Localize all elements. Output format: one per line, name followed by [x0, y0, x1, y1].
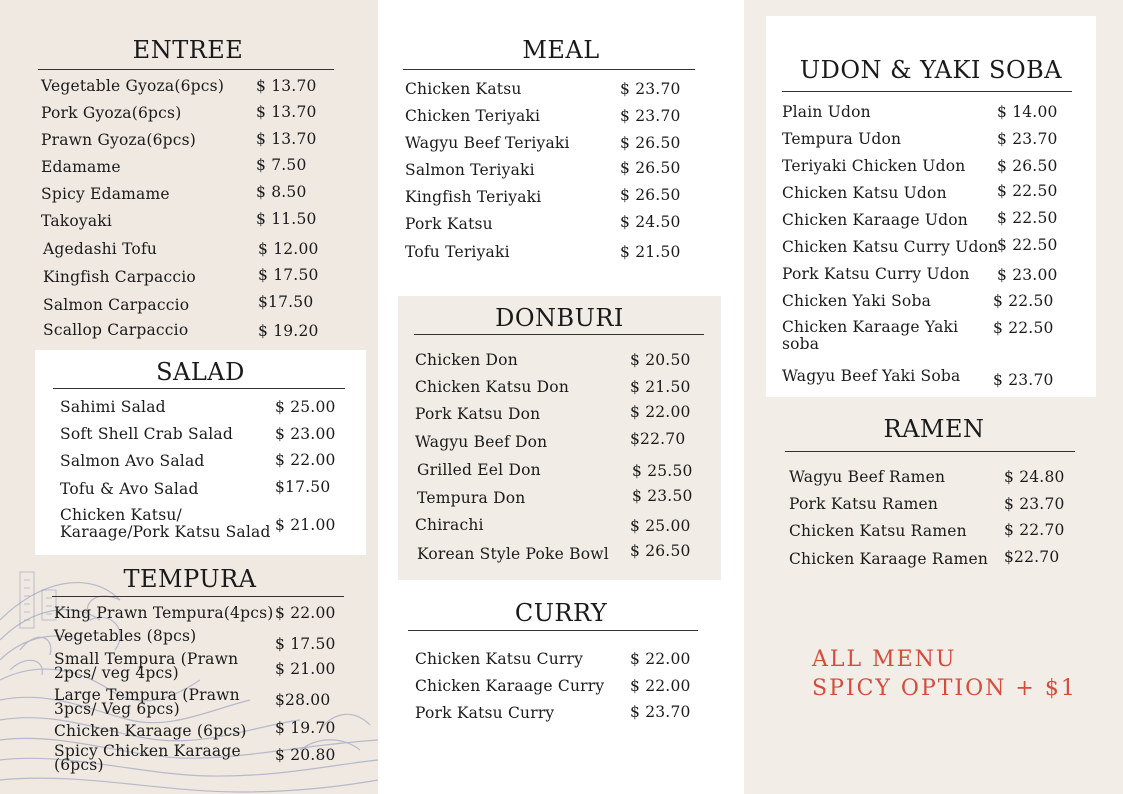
meal-item-name: Tofu Teriyaki	[405, 243, 510, 261]
meal-item-price: $ 26.50	[620, 134, 681, 152]
udon-item-price: $ 26.50	[997, 157, 1058, 175]
entree-item-price: $ 13.70	[256, 130, 317, 148]
donburi-item-name: Chirachi	[415, 516, 484, 534]
donburi-item-price: $ 23.50	[632, 487, 693, 505]
tempura-item-price: $ 17.50	[275, 635, 336, 653]
tempura-item-price: $28.00	[275, 691, 331, 709]
salad-item-name: Salmon Avo Salad	[60, 452, 205, 470]
spicy-option-notice	[812, 645, 1077, 703]
left-panel	[0, 0, 378, 794]
udon-item-name: Teriyaki Chicken Udon	[782, 157, 966, 175]
middle-panel	[378, 0, 744, 794]
tempura-divider	[52, 596, 344, 597]
entree-item-name: Takoyaki	[41, 212, 113, 230]
udon-item-name: Chicken Karaage Udon	[782, 211, 968, 229]
entree-item-price: $ 19.20	[258, 322, 319, 340]
curry-divider	[408, 630, 698, 631]
tempura-item-name: Chicken Karaage (6pcs)	[54, 722, 247, 740]
entree-item-name: Pork Gyoza(6pcs)	[41, 104, 182, 122]
tempura-item-price: $ 21.00	[275, 660, 336, 678]
entree-item-price: $ 7.50	[256, 156, 307, 174]
salad-item-price: $ 25.00	[275, 398, 336, 416]
udon-item-price: $ 23.00	[997, 266, 1058, 284]
meal-item-name: Pork Katsu	[405, 215, 493, 233]
udon-divider	[782, 91, 1072, 92]
udon-item-price: $ 22.50	[997, 209, 1058, 227]
udon-item-name: Pork Katsu Curry Udon	[782, 265, 970, 283]
udon-item-name: Tempura Udon	[782, 130, 902, 148]
ramen-item-price: $22.70	[1004, 548, 1060, 566]
donburi-item-name: Tempura Don	[417, 489, 526, 507]
udon-item-name: Plain Udon	[782, 103, 871, 121]
entree-item-price: $ 11.50	[256, 210, 317, 228]
curry-title: CURRY	[514, 599, 608, 627]
meal-item-price: $ 24.50	[620, 213, 681, 231]
meal-item-name: Salmon Teriyaki	[405, 161, 535, 179]
salad-item-name: Soft Shell Crab Salad	[60, 425, 233, 443]
meal-item-name: Chicken Teriyaki	[405, 107, 541, 125]
tempura-title: TEMPURA	[123, 565, 257, 593]
entree-item-price: $ 17.50	[258, 266, 319, 284]
meal-item-price: $ 21.50	[620, 243, 681, 261]
udon-item-price: $ 23.70	[993, 371, 1054, 389]
curry-item-price: $ 23.70	[630, 703, 691, 721]
entree-item-name: Scallop Carpaccio	[43, 321, 189, 339]
udon-section	[766, 16, 1096, 397]
entree-title: ENTREE	[132, 36, 244, 64]
donburi-item-name: Korean Style Poke Bowl	[417, 545, 609, 563]
entree-item-price: $17.50	[258, 293, 314, 311]
donburi-item-name: Chicken Katsu Don	[415, 378, 570, 396]
donburi-item-price: $ 25.50	[632, 462, 693, 480]
udon-item-price: $ 23.70	[997, 130, 1058, 148]
tempura-item-price: $ 22.00	[275, 604, 336, 622]
curry-item-name: Chicken Karaage Curry	[415, 677, 605, 695]
udon-item-name: Chicken Karaage Yaki soba	[782, 318, 959, 353]
salad-item-price: $ 22.00	[275, 451, 336, 469]
udon-title: UDON & YAKI SOBA	[799, 56, 1063, 84]
curry-item-price: $ 22.00	[630, 650, 691, 668]
tempura-item-name: Vegetables (8pcs)	[54, 627, 197, 645]
entree-item-name: Agedashi Tofu	[43, 240, 158, 258]
meal-item-price: $ 26.50	[620, 186, 681, 204]
ramen-divider	[785, 451, 1075, 452]
tempura-item-name: Small Tempura (Prawn 2pcs/ veg 4pcs)	[54, 650, 239, 682]
tempura-item-price: $ 20.80	[275, 746, 336, 764]
salad-item-price: $17.50	[275, 478, 331, 496]
udon-item-price: $ 22.50	[997, 236, 1058, 254]
entree-divider	[38, 69, 334, 70]
meal-item-name: Wagyu Beef Teriyaki	[405, 134, 570, 152]
donburi-section	[398, 296, 721, 580]
entree-item-name: Salmon Carpaccio	[43, 296, 190, 314]
tempura-item-price: $ 19.70	[275, 719, 336, 737]
tempura-item-name: King Prawn Tempura(4pcs)	[54, 604, 274, 622]
donburi-divider	[414, 334, 704, 335]
ramen-item-name: Wagyu Beef Ramen	[789, 468, 946, 486]
salad-item-price: $ 21.00	[275, 516, 336, 534]
udon-item-price: $ 22.50	[993, 319, 1054, 337]
donburi-item-price: $ 26.50	[630, 542, 691, 560]
entree-item-name: Vegetable Gyoza(6pcs)	[41, 77, 225, 95]
udon-item-name: Chicken Katsu Curry Udon	[782, 238, 999, 256]
ramen-item-price: $ 23.70	[1004, 495, 1065, 513]
donburi-item-name: Chicken Don	[415, 351, 518, 369]
donburi-item-price: $ 21.50	[630, 378, 691, 396]
ramen-item-price: $ 24.80	[1004, 468, 1065, 486]
salad-divider	[53, 388, 345, 389]
donburi-item-name: Grilled Eel Don	[417, 461, 541, 479]
meal-item-price: $ 26.50	[620, 159, 681, 177]
meal-item-price: $ 23.70	[620, 80, 681, 98]
ramen-title: RAMEN	[883, 415, 985, 443]
ramen-item-name: Chicken Karaage Ramen	[789, 550, 989, 568]
udon-item-price: $ 14.00	[997, 103, 1058, 121]
salad-item-price: $ 23.00	[275, 425, 336, 443]
curry-item-price: $ 22.00	[630, 677, 691, 695]
entree-item-name: Kingfish Carpaccio	[43, 268, 196, 286]
curry-item-name: Chicken Katsu Curry	[415, 650, 584, 668]
notice-line-2: SPICY OPTION + $1	[812, 676, 1077, 701]
entree-item-name: Edamame	[41, 158, 121, 176]
donburi-item-name: Wagyu Beef Don	[415, 433, 548, 451]
donburi-item-price: $22.70	[630, 430, 686, 448]
meal-item-name: Chicken Katsu	[405, 80, 522, 98]
entree-item-price: $ 13.70	[256, 103, 317, 121]
meal-item-name: Kingfish Teriyaki	[405, 188, 542, 206]
ramen-item-name: Pork Katsu Ramen	[789, 495, 939, 513]
donburi-item-price: $ 25.00	[630, 517, 691, 535]
donburi-item-price: $ 22.00	[630, 403, 691, 421]
tempura-item-name: Large Tempura (Prawn 3pcs/ Veg 6pcs)	[54, 686, 240, 718]
udon-item-price: $ 22.50	[993, 292, 1054, 310]
ramen-item-name: Chicken Katsu Ramen	[789, 522, 967, 540]
entree-item-name: Prawn Gyoza(6pcs)	[41, 131, 197, 149]
salad-item-name: Chicken Katsu/ Karaage/Pork Katsu Salad	[60, 506, 271, 541]
entree-item-price: $ 13.70	[256, 77, 317, 95]
salad-title: SALAD	[156, 358, 245, 386]
udon-item-name: Wagyu Beef Yaki Soba	[782, 367, 961, 385]
donburi-item-name: Pork Katsu Don	[415, 405, 541, 423]
donburi-title: DONBURI	[495, 304, 624, 332]
meal-title: MEAL	[522, 36, 600, 64]
meal-item-price: $ 23.70	[620, 107, 681, 125]
ramen-item-price: $ 22.70	[1004, 521, 1065, 539]
donburi-item-price: $ 20.50	[630, 351, 691, 369]
salad-item-name: Sahimi Salad	[60, 398, 166, 416]
meal-divider	[403, 69, 695, 70]
salad-section	[35, 350, 366, 555]
udon-item-name: Chicken Katsu Udon	[782, 184, 947, 202]
notice-line-1: ALL MENU	[812, 647, 957, 672]
entree-item-price: $ 8.50	[256, 183, 307, 201]
tempura-item-name: Spicy Chicken Karaage (6pcs)	[54, 742, 241, 774]
udon-item-name: Chicken Yaki Soba	[782, 292, 932, 310]
udon-item-price: $ 22.50	[997, 182, 1058, 200]
curry-item-name: Pork Katsu Curry	[415, 704, 555, 722]
entree-item-price: $ 12.00	[258, 240, 319, 258]
entree-item-name: Spicy Edamame	[41, 185, 170, 203]
salad-item-name: Tofu & Avo Salad	[60, 480, 199, 498]
